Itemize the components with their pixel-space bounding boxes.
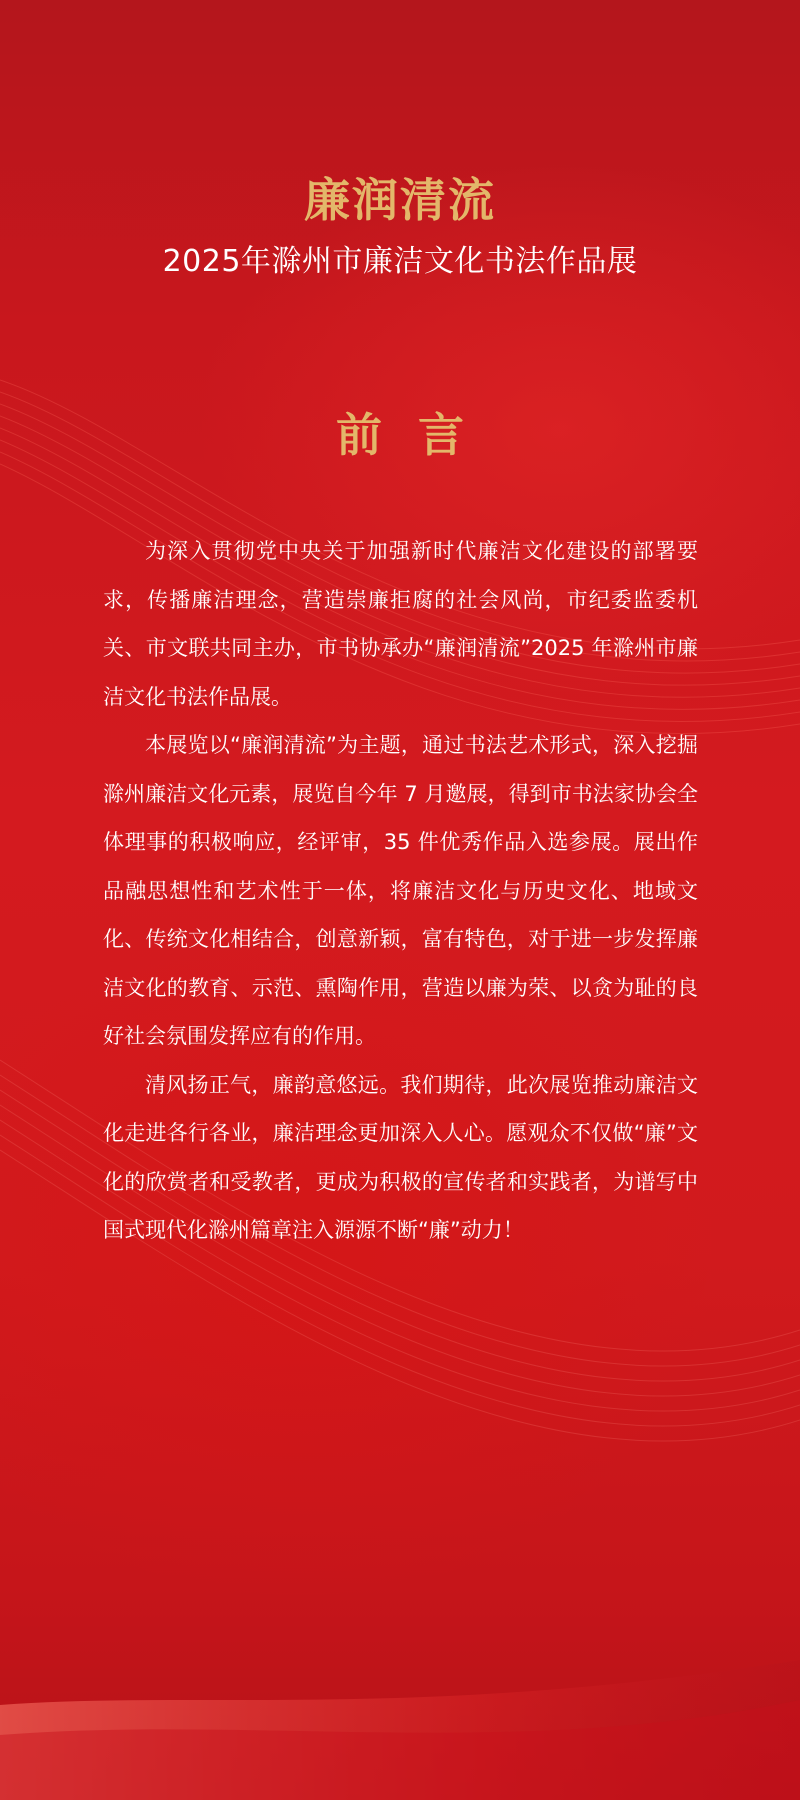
preface-paragraph-1: 为深入贯彻党中央关于加强新时代廉洁文化建设的部署要求，传播廉洁理念，营造崇廉拒腐的社会风尚，市纪委监委机关、市文联共同主办，市书协承办“廉润清流”2025 年滁州市廉洁文化书法作品展。 (103, 539, 698, 709)
preface-body (103, 527, 698, 1255)
preface-title: 前言 (336, 408, 500, 462)
sub-title: 2025年滁州市廉洁文化书法作品展 (162, 244, 638, 279)
preface-paragraph-2: 本展览以“廉润清流”为主题，通过书法艺术形式，深入挖掘滁州廉洁文化元素，展览自今年 7 月邀展，得到市书法家协会全体理事的积极响应，经评审，35 件优秀作品入选参展。展出作品融思想性和艺术性于一体，将廉洁文化与历史文化、地域文化、传统文化相结合，创意新颖，富有特色，对于进一步发挥廉洁文化的教育、示范、熏陶作用，营造以廉为荣、以贪为耻的良好社会氛围发挥应有的作用。 (103, 733, 698, 1048)
preface-paragraph-3: 清风扬正气，廉韵意悠远。我们期待，此次展览推动廉洁文化走进各行各业，廉洁理念更加深入人心。愿观众不仅做“廉”文化的欣赏者和受教者，更成为积极的宣传者和实践者，为谱写中国式现代化滁州篇章注入源源不断“廉”动力！ (103, 1072, 698, 1242)
header (0, 170, 800, 284)
main-title: 廉润清流 (304, 173, 496, 227)
